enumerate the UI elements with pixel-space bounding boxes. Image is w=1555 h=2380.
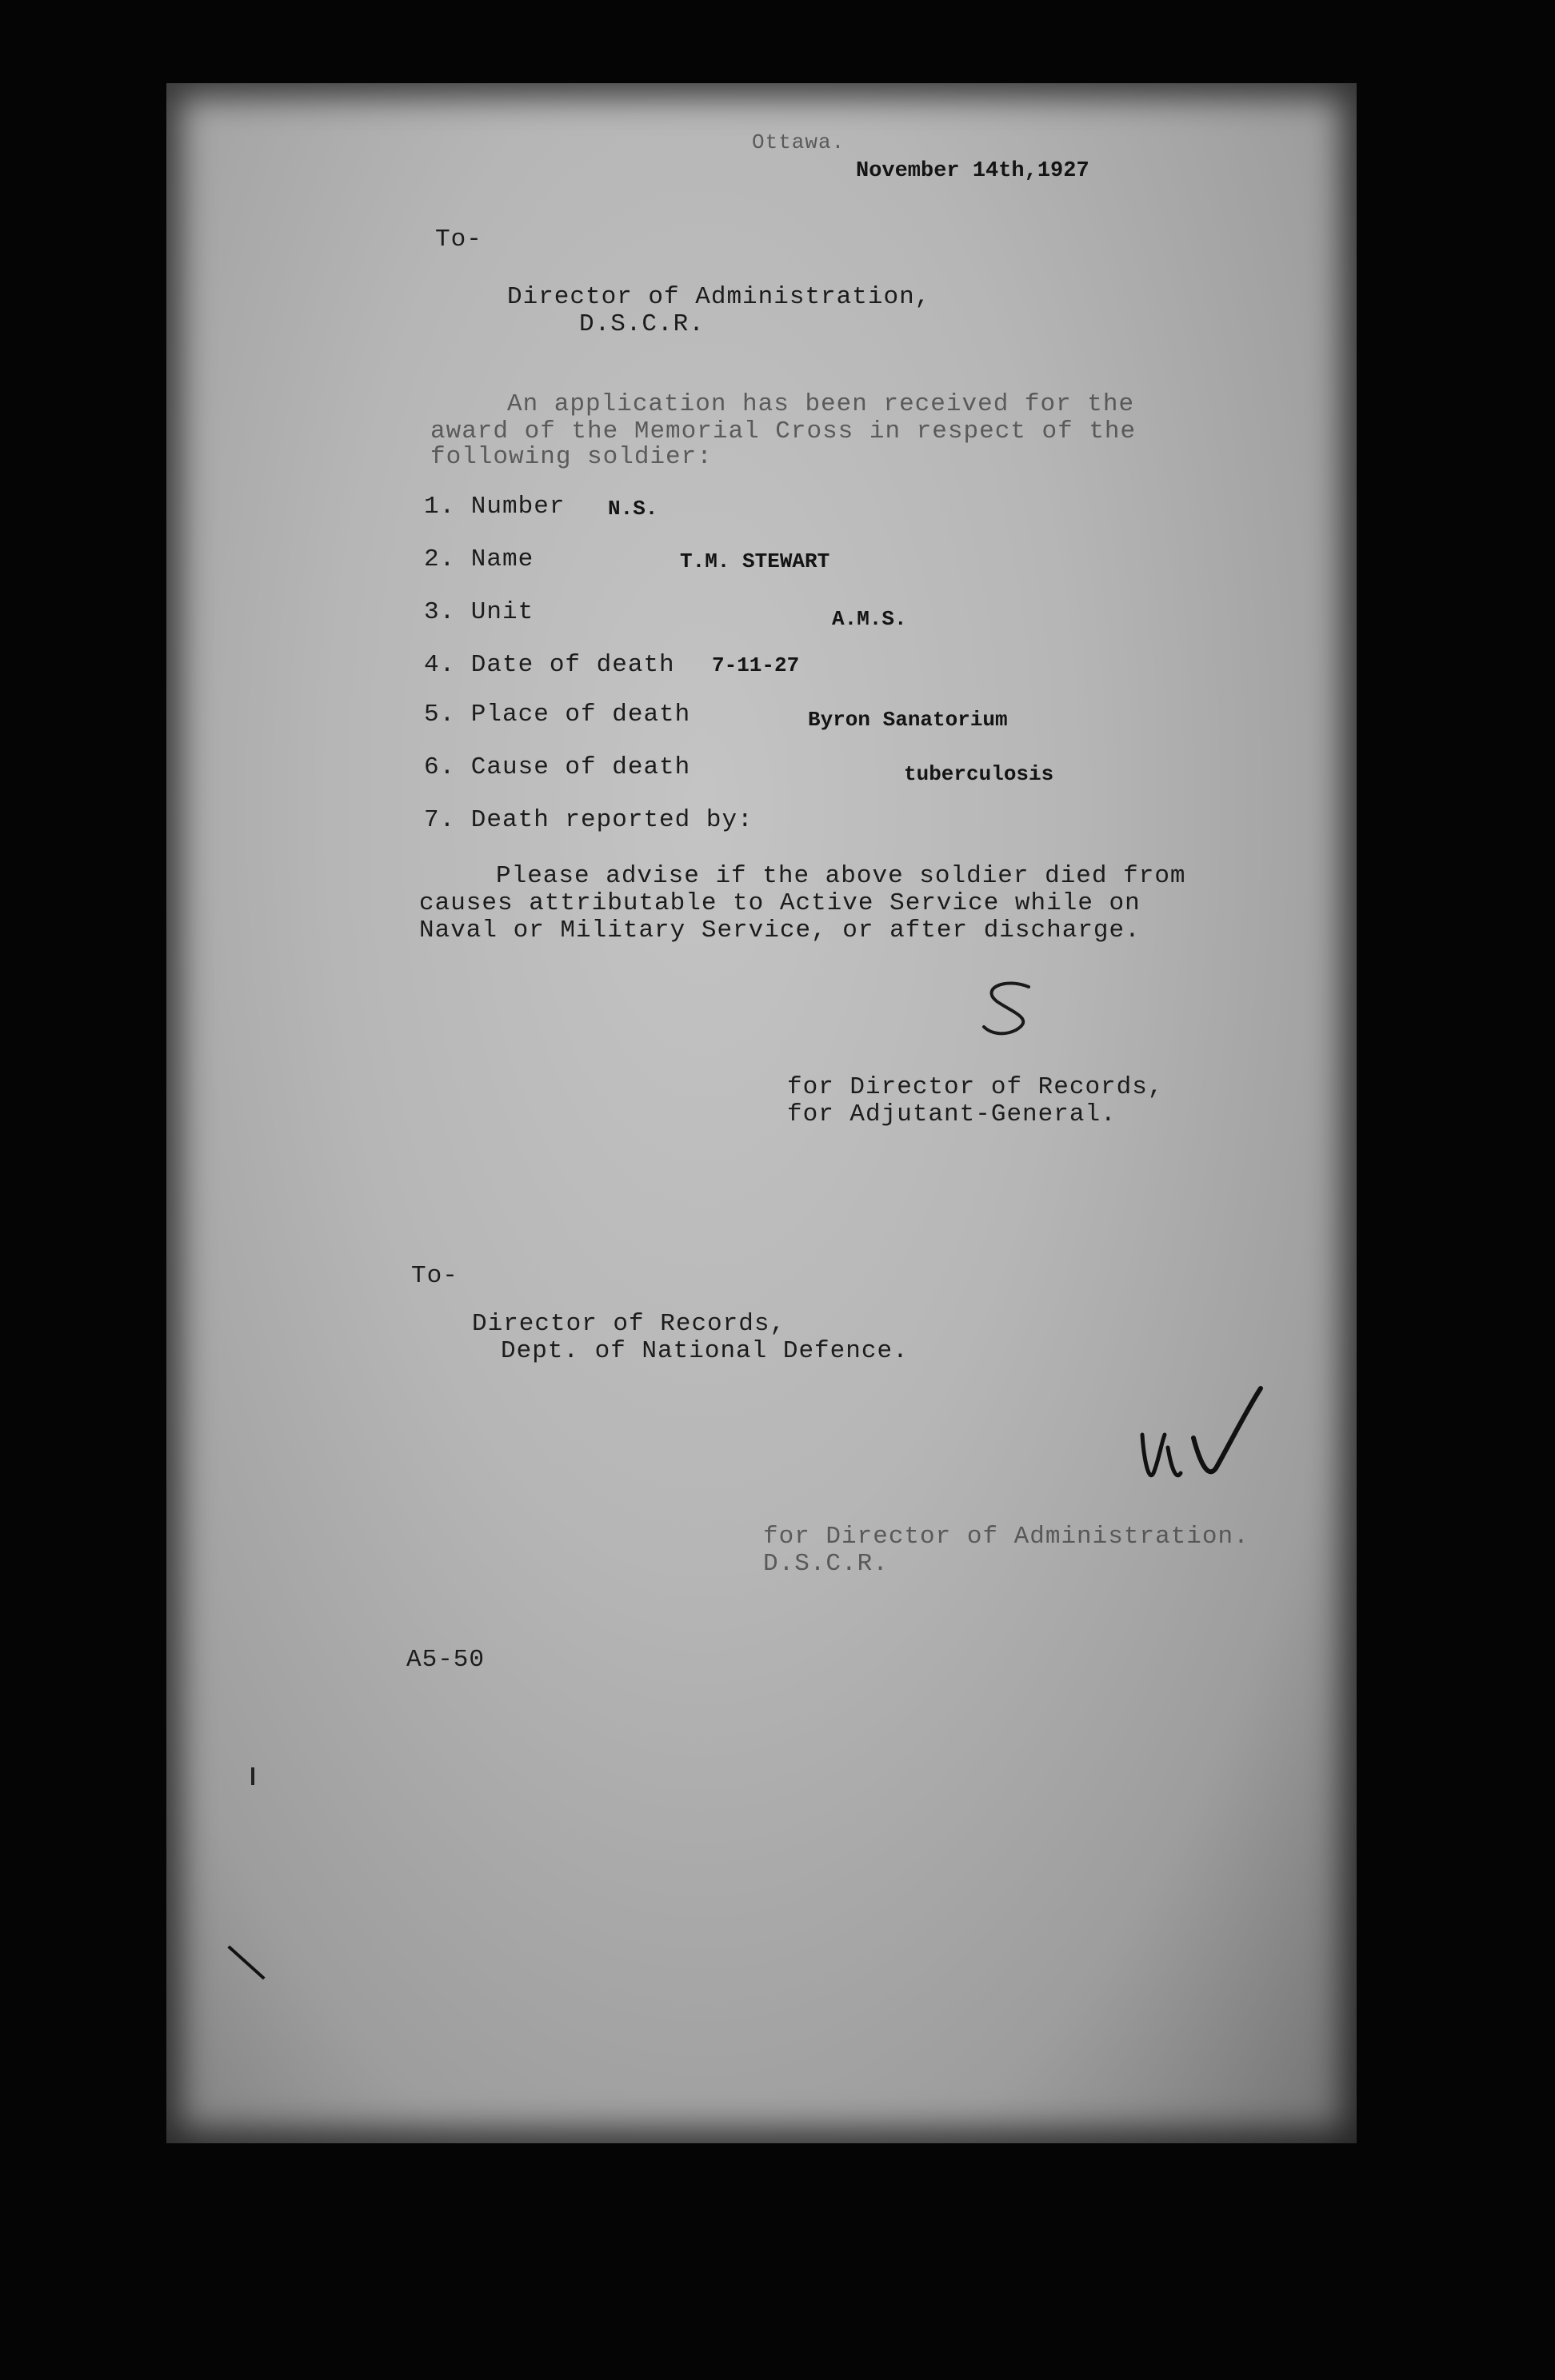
addressee-2-line2: Dept. of National Defence.: [501, 1337, 909, 1365]
intro-line-1: An application has been received for the: [507, 390, 1135, 418]
field-label-place-of-death: 5. Place of death: [424, 701, 691, 729]
to-label-1: To-: [435, 226, 482, 254]
field-value-date-of-death: 7-11-27: [712, 653, 800, 677]
field-label-cause-of-death: 6. Cause of death: [424, 753, 691, 781]
sign-line-1: for Director of Records,: [787, 1073, 1164, 1101]
scan-mark: [251, 1767, 254, 1785]
sign-line-3: for Director of Administration.: [763, 1523, 1249, 1551]
field-value-unit: A.M.S.: [832, 607, 907, 631]
field-value-name: T.M. STEWART: [680, 549, 830, 573]
request-line-2: causes attributable to Active Service while on: [419, 889, 1141, 917]
addressee-1-line1: Director of Administration,: [507, 283, 931, 311]
form-number: A5-50: [406, 1646, 486, 1674]
field-value-number: N.S.: [608, 497, 658, 521]
date-line: November 14th,1927: [856, 159, 1089, 183]
request-line-3: Naval or Military Service, or after discharge.: [419, 916, 1141, 944]
sign-line-2: for Adjutant-General.: [787, 1100, 1117, 1128]
intro-line-3: following soldier:: [430, 443, 713, 471]
field-value-place-of-death: Byron Sanatorium: [808, 708, 1008, 732]
field-label-name: 2. Name: [424, 545, 534, 573]
to-label-2: To-: [411, 1262, 458, 1290]
request-line-1: Please advise if the above soldier died from: [496, 862, 1186, 890]
scan-mark: [227, 1945, 265, 1979]
place-line: Ottawa.: [752, 130, 845, 154]
document-page: [166, 83, 1357, 2143]
field-label-date-of-death: 4. Date of death: [424, 651, 675, 679]
handwritten-s-mark: [973, 977, 1045, 1041]
sign-line-4: D.S.C.R.: [763, 1550, 889, 1578]
field-value-cause-of-death: tuberculosis: [904, 762, 1054, 786]
addressee-1-line2: D.S.C.R.: [579, 310, 705, 338]
addressee-2-line1: Director of Records,: [472, 1310, 786, 1338]
intro-line-2: award of the Memorial Cross in respect of the: [430, 417, 1137, 445]
field-label-death-reported-by: 7. Death reported by:: [424, 806, 754, 834]
field-label-number: 1. Number: [424, 493, 566, 521]
field-label-unit: 3. Unit: [424, 598, 534, 626]
handwritten-initials-mark: [1126, 1379, 1286, 1499]
